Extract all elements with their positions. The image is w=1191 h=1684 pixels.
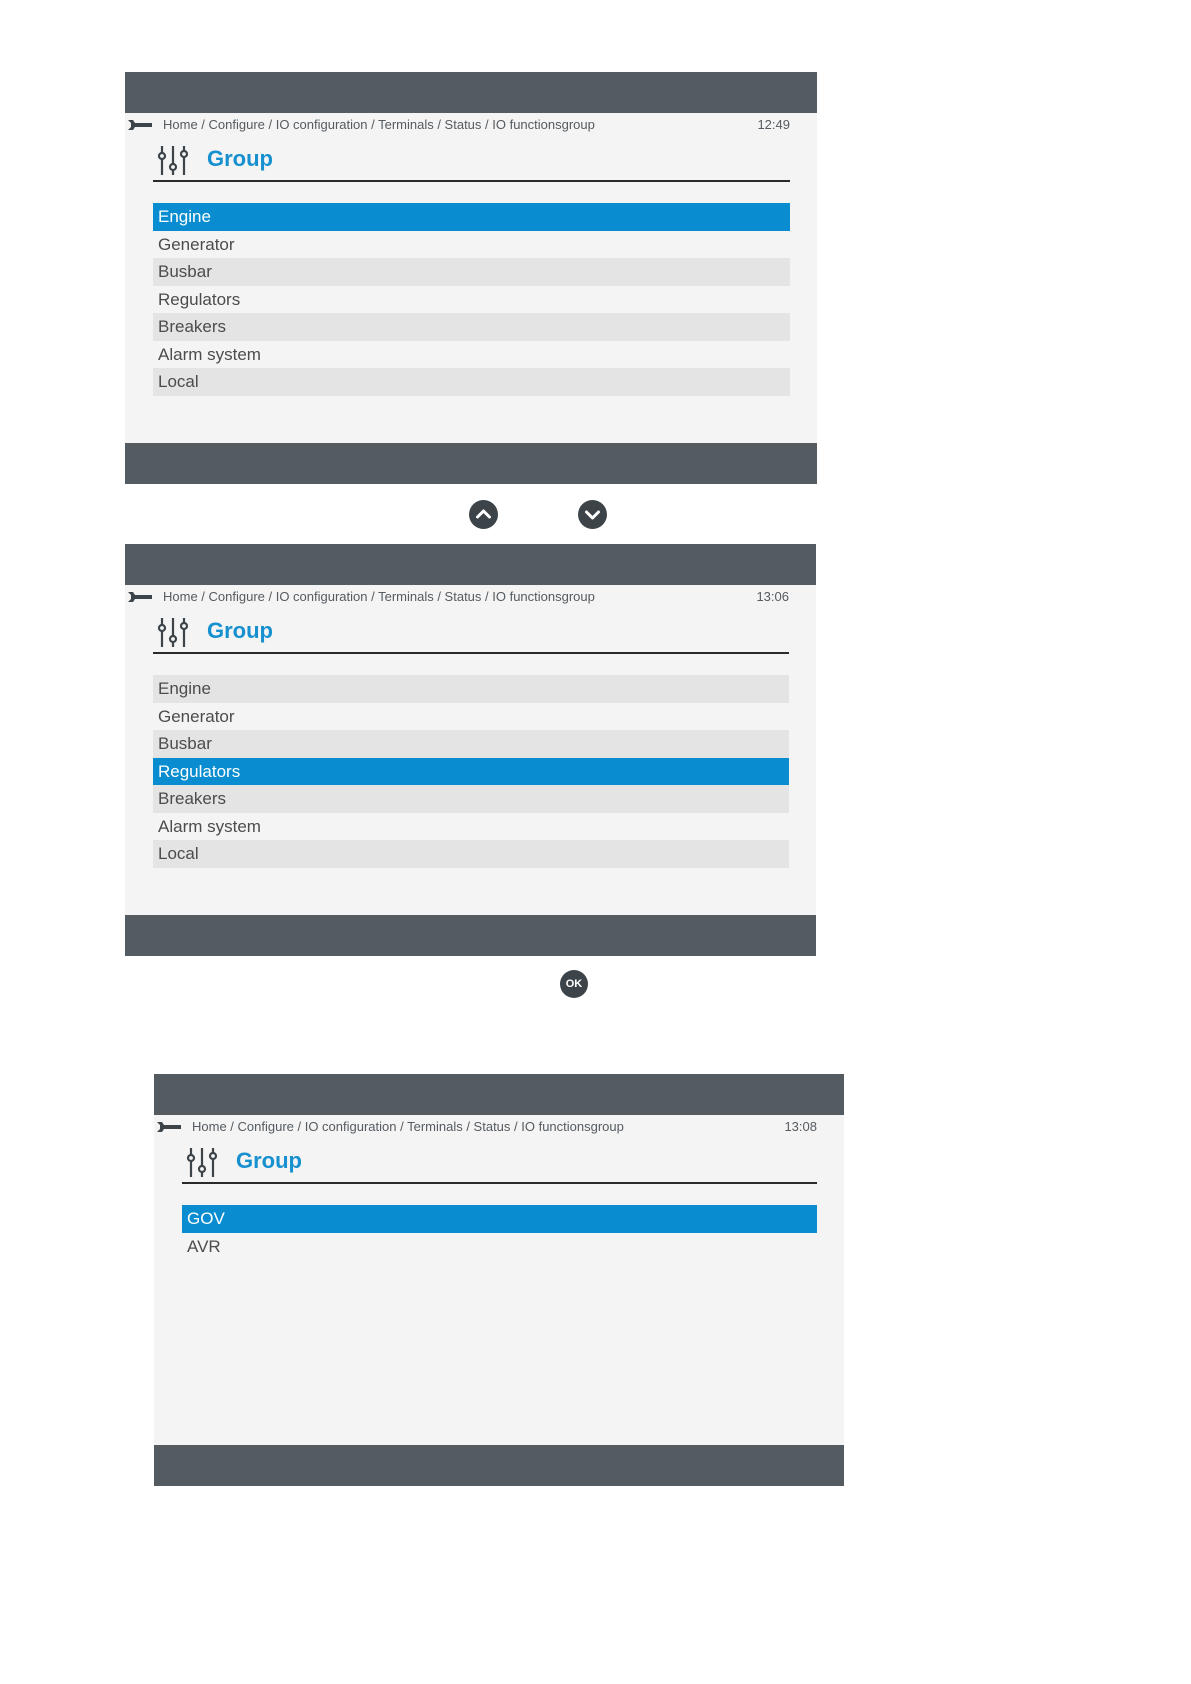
list-item[interactable]: AVR: [187, 1236, 221, 1256]
list-item[interactable]: Generator: [158, 706, 235, 726]
screen-2: [125, 544, 816, 956]
sliders-icon: [157, 144, 190, 177]
breadcrumb: Home / Configure / IO configuration / Terminals / Status / IO functionsgroup: [163, 117, 595, 132]
wrench-icon: [128, 119, 152, 131]
group-list: [153, 675, 789, 868]
top-bar: [154, 1074, 844, 1115]
breadcrumb: Home / Configure / IO configuration / Terminals / Status / IO functionsgroup: [163, 589, 595, 604]
top-bar: [125, 544, 816, 585]
list-item[interactable]: Engine: [153, 675, 789, 703]
screen-3: [154, 1074, 844, 1486]
list-item[interactable]: Local: [153, 840, 789, 868]
group-list: [153, 203, 790, 396]
top-bar: [125, 72, 817, 113]
list-item[interactable]: Engine: [153, 203, 790, 231]
list-item[interactable]: Local: [153, 368, 790, 396]
list-item[interactable]: Regulators: [158, 289, 241, 309]
screen-1: [125, 72, 817, 484]
page-title: Group: [207, 618, 273, 643]
clock-time: 13:06: [756, 589, 789, 604]
wrench-icon: [128, 591, 152, 603]
breadcrumb: Home / Configure / IO configuration / Terminals / Status / IO functionsgroup: [192, 1119, 624, 1134]
clock-time: 13:08: [784, 1119, 817, 1134]
list-item[interactable]: Busbar: [153, 730, 789, 758]
bottom-bar: [125, 915, 816, 956]
list-item[interactable]: Generator: [158, 234, 235, 254]
list-item[interactable]: Breakers: [153, 313, 790, 341]
chevron-up-icon: [469, 500, 498, 529]
chevron-down-icon: [578, 500, 607, 529]
list-item[interactable]: Alarm system: [158, 344, 261, 364]
page-title: Group: [207, 146, 273, 171]
down-button[interactable]: [578, 500, 607, 529]
page-title: Group: [236, 1148, 302, 1173]
wrench-icon: [157, 1121, 181, 1133]
up-button[interactable]: [469, 500, 498, 529]
clock-time: 12:49: [757, 117, 790, 132]
list-item[interactable]: GOV: [182, 1205, 817, 1233]
title-divider: [153, 652, 789, 654]
list-item[interactable]: Regulators: [153, 758, 789, 786]
bottom-bar: [154, 1445, 844, 1486]
bottom-bar: [125, 443, 817, 484]
list-item[interactable]: Alarm system: [158, 816, 261, 836]
group-list: [182, 1205, 817, 1260]
sliders-icon: [186, 1146, 219, 1179]
list-item[interactable]: Busbar: [153, 258, 790, 286]
ok-button[interactable]: OK: [560, 970, 588, 998]
list-item[interactable]: Breakers: [153, 785, 789, 813]
title-divider: [153, 180, 790, 182]
title-divider: [182, 1182, 817, 1184]
sliders-icon: [157, 616, 190, 649]
